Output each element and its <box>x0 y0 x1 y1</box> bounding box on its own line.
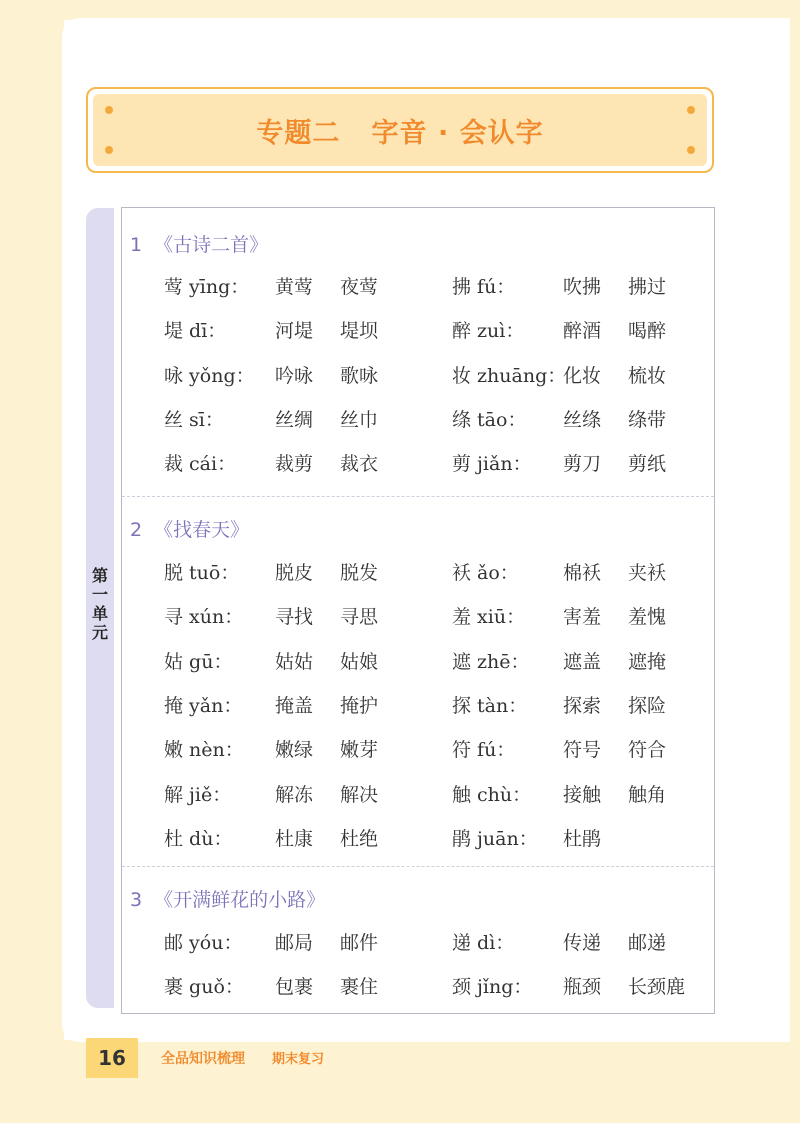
character-pinyin: 遮 zhē： <box>452 650 530 673</box>
word-example: 裁剪 <box>275 453 314 476</box>
word-example: 姑姑 <box>275 650 314 673</box>
character-pinyin: 递 dì： <box>452 932 515 954</box>
unit-label: 第一单元 <box>91 566 108 642</box>
vocab-row <box>122 449 714 479</box>
character-pinyin: 杜 dù： <box>164 827 233 850</box>
character-pinyin: 妆 zhuāng： <box>452 364 567 387</box>
word-example: 夜莺 <box>340 276 379 298</box>
word-example: 喝醉 <box>628 320 667 343</box>
word-example: 嫩芽 <box>340 739 379 762</box>
word-example: 邮件 <box>340 932 379 954</box>
word-example: 寻找 <box>275 606 314 629</box>
character-pinyin: 绦 tāo： <box>452 408 527 431</box>
character-pinyin: 羞 xiū： <box>452 606 526 629</box>
word-example: 丝巾 <box>340 408 379 431</box>
vocab-row <box>122 735 714 765</box>
section-heading: 1 《古诗二首》 <box>130 234 269 256</box>
word-example: 害羞 <box>563 606 602 629</box>
banner-dot-icon <box>105 106 113 114</box>
word-example: 吟咏 <box>275 364 314 387</box>
vocab-row <box>122 316 714 346</box>
character-pinyin: 莺 yīng： <box>164 276 250 298</box>
character-pinyin: 符 fú： <box>452 739 516 762</box>
word-example: 堤坝 <box>340 320 379 343</box>
vocab-row <box>122 558 714 588</box>
section-heading: 2 《找春天》 <box>130 519 250 541</box>
word-example: 杜康 <box>275 827 314 850</box>
footer-subtitle: 期末复习 <box>272 1052 325 1067</box>
word-example: 嫩绿 <box>275 739 314 762</box>
character-pinyin: 咏 yǒng： <box>164 364 255 387</box>
character-pinyin: 剪 jiǎn： <box>452 453 532 476</box>
word-example: 传递 <box>563 932 602 954</box>
word-example: 符合 <box>628 739 667 762</box>
word-example: 棉袄 <box>563 562 602 584</box>
word-example: 剪纸 <box>628 453 667 476</box>
word-example: 姑娘 <box>340 650 379 673</box>
word-example: 邮局 <box>275 932 314 954</box>
word-example: 符号 <box>563 739 602 762</box>
word-example: 裁衣 <box>340 453 379 476</box>
character-pinyin: 丝 sī： <box>164 408 224 431</box>
word-example: 绦带 <box>628 408 667 431</box>
word-example: 脱发 <box>340 562 379 584</box>
character-pinyin: 探 tàn： <box>452 694 528 717</box>
word-example: 遮盖 <box>563 650 602 673</box>
word-example: 长颈鹿 <box>628 976 686 999</box>
vocab-row <box>122 824 714 854</box>
word-example: 丝绸 <box>275 408 314 431</box>
word-example: 醉酒 <box>563 320 602 343</box>
word-example: 接触 <box>563 783 602 806</box>
word-example: 解决 <box>340 783 379 806</box>
vocab-row <box>122 647 714 677</box>
word-example: 化妆 <box>563 364 602 387</box>
vocab-row <box>122 602 714 632</box>
word-example: 吹拂 <box>563 276 602 298</box>
character-pinyin: 颈 jǐng： <box>452 976 533 999</box>
character-pinyin: 姑 gū： <box>164 650 233 673</box>
word-example: 脱皮 <box>275 562 314 584</box>
banner-dot-icon <box>105 146 113 154</box>
character-pinyin: 寻 xún： <box>164 606 244 629</box>
word-example: 杜鹃 <box>563 827 602 850</box>
vocabulary-box <box>121 207 715 1014</box>
word-example: 瓶颈 <box>563 976 602 999</box>
word-example: 歌咏 <box>340 364 379 387</box>
vocab-row <box>122 405 714 435</box>
word-example: 梳妆 <box>628 364 667 387</box>
banner-dot-icon <box>687 146 695 154</box>
page-margin-left <box>0 0 64 1123</box>
word-example: 掩护 <box>340 694 379 717</box>
character-pinyin: 邮 yóu： <box>164 932 243 954</box>
section-divider <box>122 866 714 867</box>
page-margin-top <box>0 0 800 20</box>
character-pinyin: 醉 zuì： <box>452 320 525 343</box>
character-pinyin: 嫩 nèn： <box>164 739 244 762</box>
word-example: 拂过 <box>628 276 667 298</box>
word-example: 邮递 <box>628 932 667 954</box>
section-divider <box>122 496 714 497</box>
banner-dot-icon <box>687 106 695 114</box>
vocab-row <box>122 928 714 958</box>
word-example: 夹袄 <box>628 562 667 584</box>
character-pinyin: 脱 tuō： <box>164 562 240 584</box>
page-number: 16 <box>98 1046 126 1070</box>
word-example: 触角 <box>628 783 667 806</box>
word-example: 杜绝 <box>340 827 379 850</box>
page-title: 专题二 字音 · 会认字 <box>256 117 544 149</box>
word-example: 遮掩 <box>628 650 667 673</box>
character-pinyin: 袄 ǎo： <box>452 562 519 584</box>
word-example: 剪刀 <box>563 453 602 476</box>
word-example: 解冻 <box>275 783 314 806</box>
character-pinyin: 堤 dī： <box>164 320 227 343</box>
word-example: 羞愧 <box>628 606 667 629</box>
character-pinyin: 解 jiě： <box>164 783 232 806</box>
word-example: 掩盖 <box>275 694 314 717</box>
page-margin-right <box>790 0 800 1123</box>
character-pinyin: 鹃 juān： <box>452 827 538 850</box>
section-heading: 3 《开满鲜花的小路》 <box>130 889 326 911</box>
word-example: 黄莺 <box>275 276 314 298</box>
word-example: 裹住 <box>340 976 379 999</box>
vocab-row <box>122 780 714 810</box>
vocab-row <box>122 972 714 1002</box>
character-pinyin: 拂 fú： <box>452 276 516 298</box>
title-banner <box>86 87 714 173</box>
page-number-box <box>86 1038 138 1078</box>
title-banner-inner <box>93 94 707 166</box>
vocab-row <box>122 691 714 721</box>
word-example: 探险 <box>628 694 667 717</box>
word-example: 河堤 <box>275 320 314 343</box>
word-example: 丝绦 <box>563 408 602 431</box>
footer-title: 全品知识梳理 <box>161 1051 245 1067</box>
word-example: 包裹 <box>275 976 314 999</box>
character-pinyin: 裹 guǒ： <box>164 976 244 999</box>
vocab-row <box>122 272 714 302</box>
word-example: 探索 <box>563 694 602 717</box>
word-example: 寻思 <box>340 606 379 629</box>
vocab-row <box>122 361 714 391</box>
character-pinyin: 裁 cái： <box>164 453 237 476</box>
character-pinyin: 触 chù： <box>452 783 532 806</box>
character-pinyin: 掩 yǎn： <box>164 694 243 717</box>
